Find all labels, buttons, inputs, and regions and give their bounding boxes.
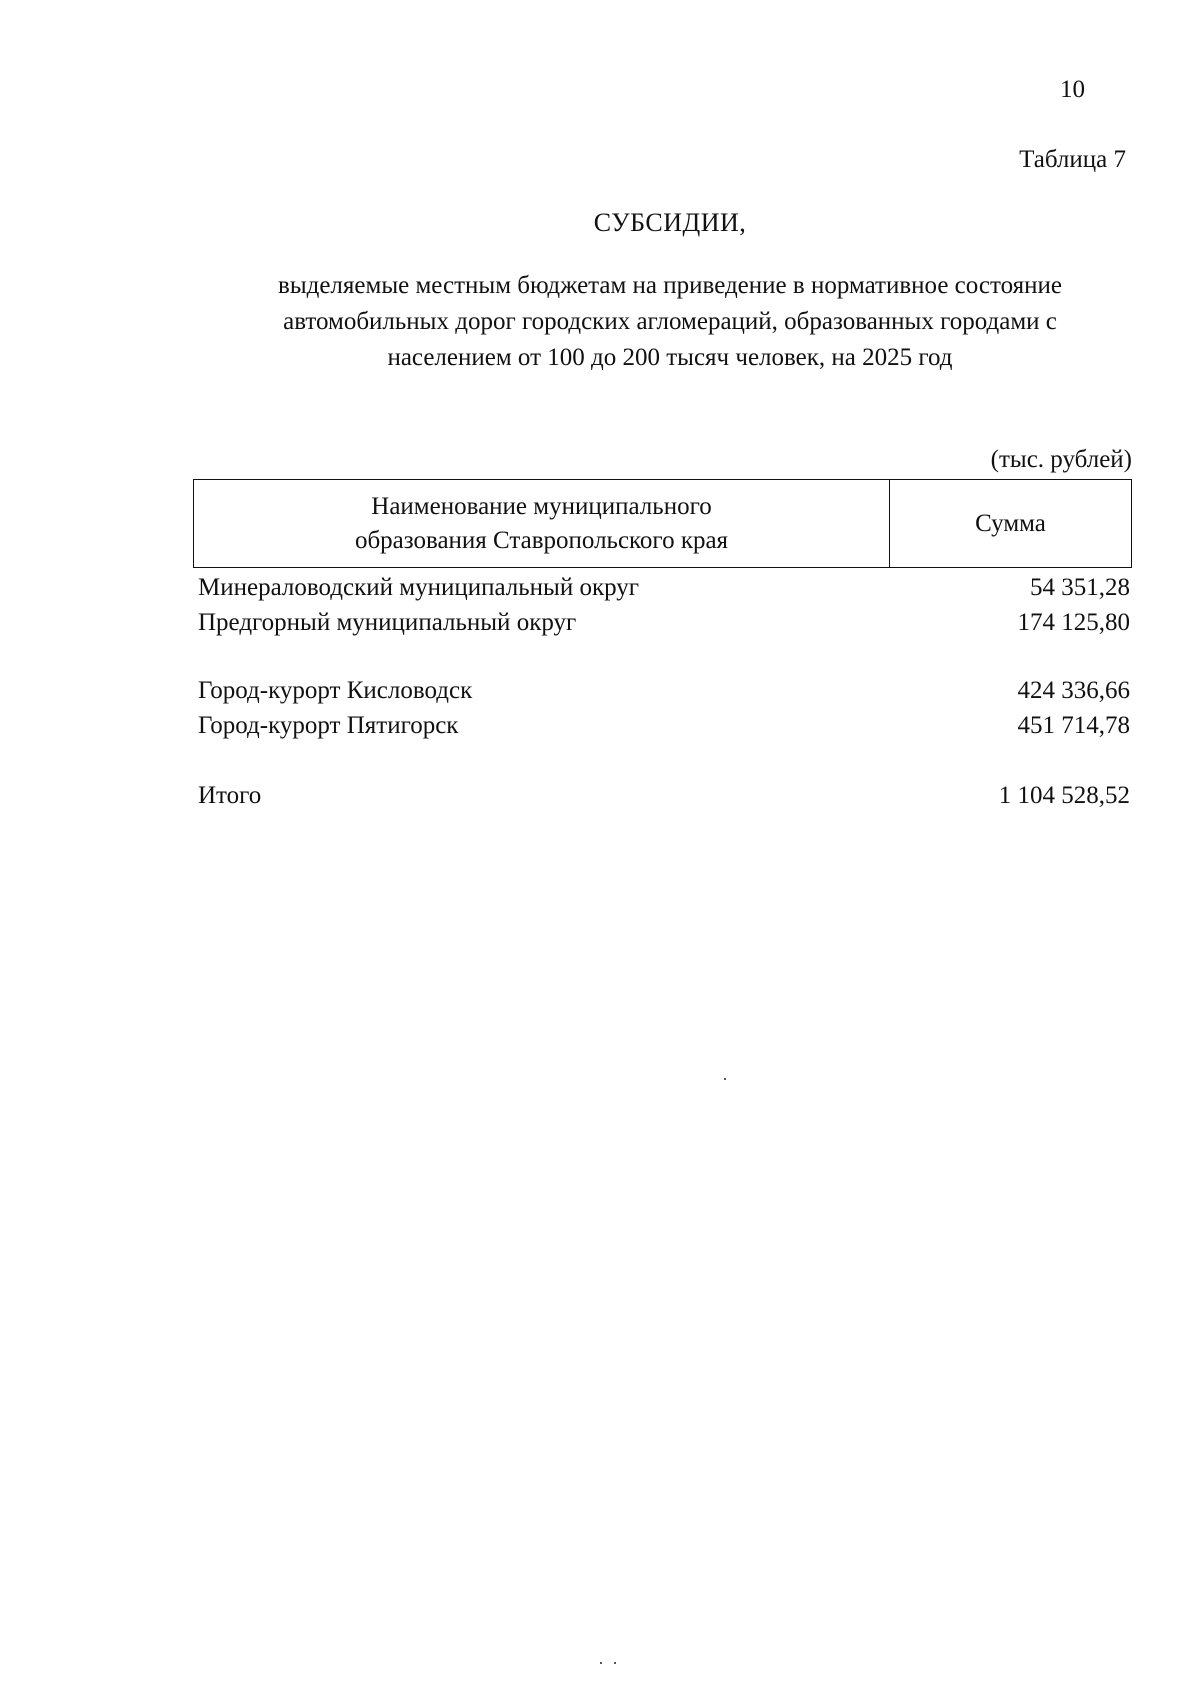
scan-speck xyxy=(614,1662,616,1664)
scan-speck xyxy=(724,1078,726,1080)
table-row xyxy=(198,570,1132,605)
row-name: Город-курорт Кисловодск xyxy=(198,677,473,704)
table-row xyxy=(198,605,1132,640)
row-spacer xyxy=(198,640,1132,673)
row-amount: 451 714,78 xyxy=(1017,712,1130,739)
header-sum-column: Сумма xyxy=(975,509,1046,537)
scan-speck xyxy=(600,1662,602,1664)
row-name: Предгорный муниципальный округ xyxy=(198,609,577,636)
units-label: (тыс. рублей) xyxy=(990,446,1132,473)
table-header xyxy=(193,479,1132,568)
total-label: Итого xyxy=(198,782,262,809)
table-row xyxy=(198,708,1132,743)
subtitle-line: автомобильных дорог городских агломераций, образованных городами с xyxy=(283,308,1057,335)
header-name-column xyxy=(194,480,890,567)
table-label: Таблица 7 xyxy=(1019,146,1126,173)
page-number: 10 xyxy=(1060,76,1085,103)
subtitle-line: населением от 100 до 200 тысяч человек, на 2025 год xyxy=(387,344,953,371)
table-row xyxy=(198,673,1132,708)
subtitle-line: выделяемые местным бюджетам на приведение в нормативное состояние xyxy=(278,272,1062,299)
row-amount: 174 125,80 xyxy=(1017,609,1130,636)
row-amount: 424 336,66 xyxy=(1017,677,1130,704)
total-amount: 1 104 528,52 xyxy=(998,782,1130,809)
total-row xyxy=(198,778,1132,813)
row-name: Город-курорт Пятигорск xyxy=(198,712,459,739)
row-name: Минераловодский муниципальный округ xyxy=(198,574,640,601)
document-title: СУБСИДИИ, xyxy=(593,208,747,237)
row-amount: 54 351,28 xyxy=(1030,574,1130,601)
header-name-line: образования Ставропольского края xyxy=(354,526,729,554)
table-body xyxy=(198,570,1132,813)
header-name-line: Наименование муниципального xyxy=(371,492,712,520)
row-spacer xyxy=(198,743,1132,778)
document-subtitle xyxy=(200,268,1140,376)
